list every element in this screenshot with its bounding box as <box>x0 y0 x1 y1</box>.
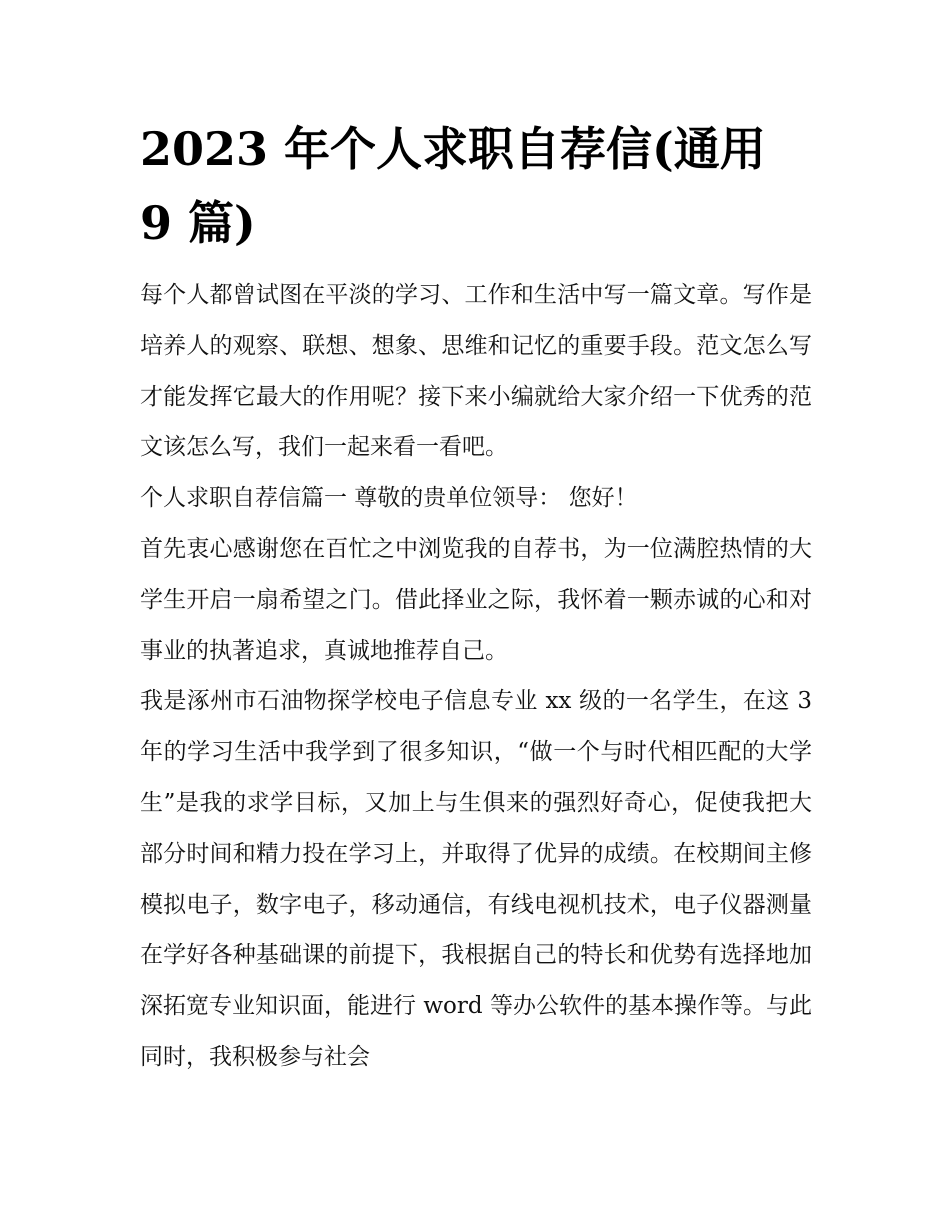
document-content <box>140 112 812 1083</box>
document-title: 2023 年个人求职自荐信(通用 9 篇) <box>140 122 766 250</box>
paragraph-intro: 每个人都曾试图在平淡的学习、工作和生活中写一篇文章。写作是培养人的观察、联想、想象、思维和记忆的重要手段。范文怎么写才能发挥它最大的作用呢？接下来小编就给大家介绍一下优秀的范文该怎么写，我们一起来看一看吧。 <box>140 282 812 461</box>
paragraph-thanks: 首先衷心感谢您在百忙之中浏览我的自荐书，为一位满腔热情的大学生开启一扇希望之门。借此择业之际，我怀着一颗赤诚的心和对事业的执著追求，真诚地推荐自己。 <box>140 535 812 664</box>
paragraph-self-introduction: 我是涿州市石油物探学校电子信息专业 xx 级的一名学生，在这 3 年的学习生活中我学到了很多知识，“做一个与时代相匹配的大学生”是我的求学目标，又加上与生俱来的强烈好奇心，促使我把大部分时间和精力投在学习上，并取得了优异的成绩。在校期间主修模拟电子，数字电子，移动通信，有线电视机技术，电子仪器测量在学好各种基础课的前提下，我根据自己的特长和优势有选择地加深拓宽专业知识面，能进行 word 等办公软件的基本操作等。与此同时，我积极参与社会 <box>140 688 812 1070</box>
document-body <box>140 270 812 1083</box>
paragraph-salutation: 个人求职自荐信篇一 尊敬的贵单位领导： 您好！ <box>140 485 638 512</box>
